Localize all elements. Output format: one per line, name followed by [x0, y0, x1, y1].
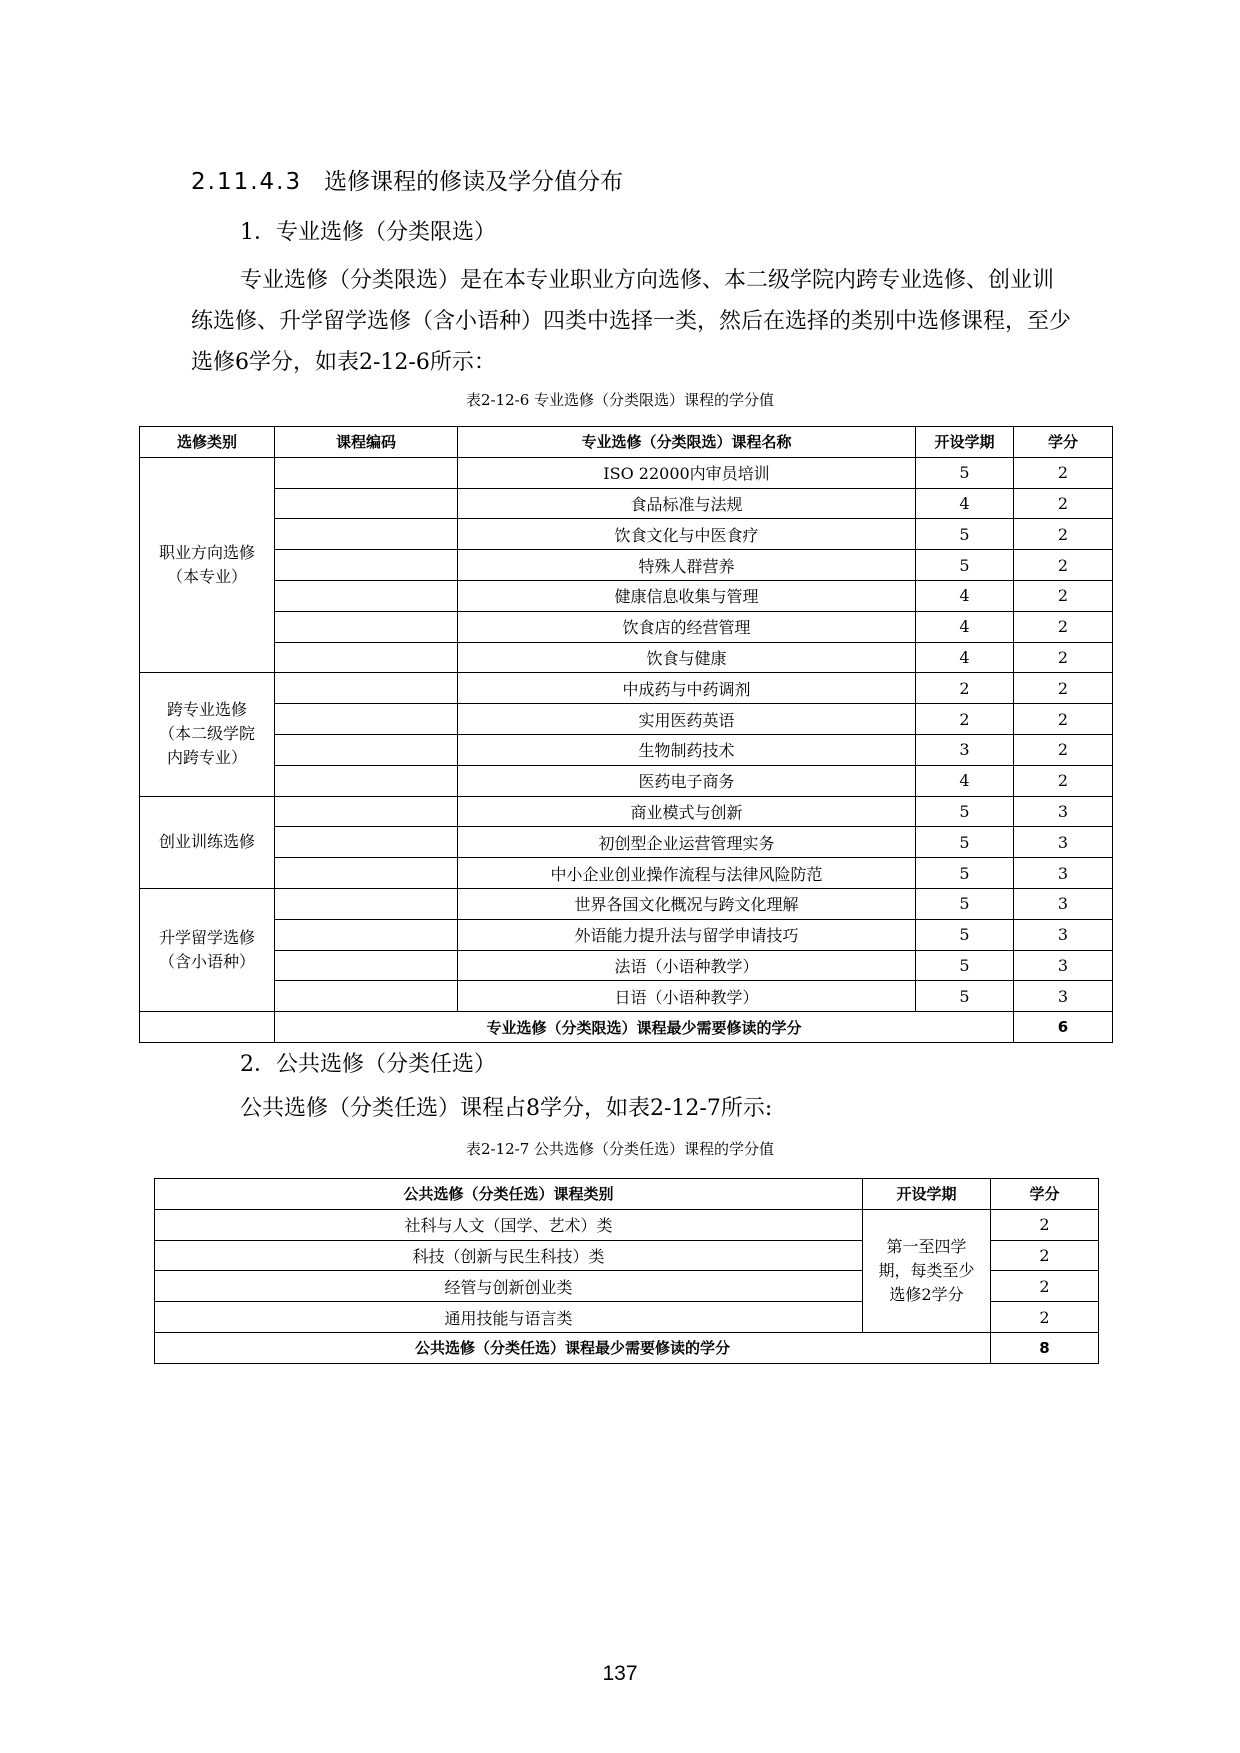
total-value-cell: 6: [1014, 1012, 1113, 1043]
semester-cell: 5: [916, 888, 1014, 919]
credit-cell: 3: [1014, 796, 1113, 827]
semester-cell: 4: [916, 488, 1014, 519]
public-elective-table: [154, 1178, 1099, 1364]
category-cell: 升学留学选修（含小语种）: [140, 888, 275, 1011]
semester-cell: 5: [916, 827, 1014, 858]
header-cell: 课程编码: [275, 427, 458, 458]
semester-cell: 5: [916, 950, 1014, 981]
course-name-cell: 饮食文化与中医食疗: [458, 519, 916, 550]
course-name-cell: 日语（小语种教学）: [458, 981, 916, 1012]
header-cell: 选修类别: [140, 427, 275, 458]
course-name-cell: 饮食店的经营管理: [458, 611, 916, 642]
table-row: [140, 488, 1113, 519]
credit-cell: 3: [1014, 919, 1113, 950]
table-row: [140, 550, 1113, 581]
page-number: 137: [602, 1662, 638, 1685]
course-code-cell: [275, 704, 458, 735]
category-name-cell: 科技（创新与民生科技）类: [155, 1240, 863, 1271]
credit-cell: 2: [1014, 611, 1113, 642]
course-name-cell: 实用医药英语: [458, 704, 916, 735]
table-row: [140, 580, 1113, 611]
table-row: [140, 981, 1113, 1012]
course-name-cell: 商业模式与创新: [458, 796, 916, 827]
course-name-cell: 特殊人群营养: [458, 550, 916, 581]
credit-cell: 3: [1014, 981, 1113, 1012]
table-row: [140, 827, 1113, 858]
semester-cell: 5: [916, 519, 1014, 550]
category-name-cell: 社科与人文（国学、艺术）类: [155, 1209, 863, 1240]
course-code-cell: [275, 858, 458, 889]
semester-cell: 5: [916, 457, 1014, 488]
credit-cell: 2: [1014, 550, 1113, 581]
credit-cell: 3: [1014, 950, 1113, 981]
category-cell: 职业方向选修（本专业）: [140, 457, 275, 673]
table-row: [140, 519, 1113, 550]
table-row: [140, 704, 1113, 735]
section-heading: [191, 163, 623, 196]
header-cell: 开设学期: [916, 427, 1014, 458]
elective-credits-table: [139, 426, 1113, 1043]
credit-cell: 3: [1014, 858, 1113, 889]
course-code-cell: [275, 796, 458, 827]
credit-cell: 2: [1014, 704, 1113, 735]
table-row: [140, 796, 1113, 827]
semester-note-cell: 第一至四学期，每类至少选修2学分: [863, 1209, 991, 1332]
credit-cell: 2: [1014, 519, 1113, 550]
credit-cell: 2: [1014, 488, 1113, 519]
header-cell: 学分: [1014, 427, 1113, 458]
table-row: [140, 950, 1113, 981]
credit-cell: 2: [1014, 580, 1113, 611]
category-name-cell: 经管与创新创业类: [155, 1271, 863, 1302]
credit-cell: 2: [1014, 734, 1113, 765]
semester-cell: 5: [916, 796, 1014, 827]
course-name-cell: 健康信息收集与管理: [458, 580, 916, 611]
course-code-cell: [275, 981, 458, 1012]
semester-cell: 3: [916, 734, 1014, 765]
table-row: [140, 673, 1113, 704]
course-code-cell: [275, 950, 458, 981]
table-row: [140, 642, 1113, 673]
credit-cell: 2: [1014, 457, 1113, 488]
semester-cell: 4: [916, 765, 1014, 796]
course-code-cell: [275, 888, 458, 919]
course-name-cell: 中成药与中药调剂: [458, 673, 916, 704]
course-code-cell: [275, 827, 458, 858]
table-header-row: [155, 1179, 1099, 1210]
table-row: [140, 457, 1113, 488]
course-name-cell: 中小企业创业操作流程与法律风险防范: [458, 858, 916, 889]
table-row: [155, 1209, 1099, 1240]
course-name-cell: 医药电子商务: [458, 765, 916, 796]
table2-caption: 表2-12-7 公共选修（分类任选）课程的学分值: [465, 1140, 775, 1158]
total-row: [140, 1012, 1113, 1043]
category-cell: 创业训练选修: [140, 796, 275, 888]
credit-cell: 2: [991, 1271, 1099, 1302]
course-code-cell: [275, 519, 458, 550]
total-label-cell: 专业选修（分类限选）课程最少需要修读的学分: [275, 1012, 1014, 1043]
course-code-cell: [275, 457, 458, 488]
table-row: [140, 611, 1113, 642]
course-code-cell: [275, 765, 458, 796]
category-name-cell: 通用技能与语言类: [155, 1302, 863, 1333]
table-header-row: [140, 427, 1113, 458]
section-number: 2.11.4.3: [191, 169, 303, 195]
category-cell: 跨专业选修（本二级学院内跨专业）: [140, 673, 275, 796]
course-name-cell: 饮食与健康: [458, 642, 916, 673]
course-code-cell: [275, 611, 458, 642]
credit-cell: 2: [991, 1240, 1099, 1271]
paragraph-2: 公共选修（分类任选）课程占8学分，如表2-12-7所示:: [240, 1096, 773, 1121]
semester-cell: 4: [916, 642, 1014, 673]
credit-cell: 3: [1014, 888, 1113, 919]
credit-cell: 3: [1014, 827, 1113, 858]
table-row: [140, 888, 1113, 919]
header-cell: 开设学期: [863, 1179, 991, 1210]
credit-cell: 2: [1014, 642, 1113, 673]
credit-cell: 2: [991, 1209, 1099, 1240]
course-name-cell: 初创型企业运营管理实务: [458, 827, 916, 858]
course-code-cell: [275, 550, 458, 581]
total-empty-cell: [140, 1012, 275, 1043]
course-code-cell: [275, 919, 458, 950]
course-code-cell: [275, 642, 458, 673]
total-value-cell: 8: [991, 1332, 1099, 1363]
table-row: [140, 858, 1113, 889]
credit-cell: 2: [1014, 673, 1113, 704]
semester-cell: 5: [916, 981, 1014, 1012]
total-row: [155, 1332, 1099, 1363]
header-cell: 学分: [991, 1179, 1099, 1210]
semester-cell: 5: [916, 550, 1014, 581]
paragraph-1: 专业选修（分类限选）是在本专业职业方向选修、本二级学院内跨专业选修、创业训练选修、升学留学选修（含小语种）四类中选择一类，然后在选择的类别中选修课程，至少选修6学分，如表2-12-6所示：: [191, 268, 1072, 375]
semester-cell: 4: [916, 580, 1014, 611]
table-row: [140, 919, 1113, 950]
semester-cell: 2: [916, 704, 1014, 735]
subsection-heading-1: 1．专业选修（分类限选）: [240, 220, 496, 245]
semester-cell: 5: [916, 919, 1014, 950]
course-name-cell: 世界各国文化概况与跨文化理解: [458, 888, 916, 919]
semester-cell: 5: [916, 858, 1014, 889]
course-name-cell: ISO 22000内审员培训: [458, 457, 916, 488]
course-code-cell: [275, 734, 458, 765]
header-cell: 公共选修（分类任选）课程类别: [155, 1179, 863, 1210]
section-title: 选修课程的修读及学分值分布: [324, 169, 624, 195]
course-name-cell: 食品标准与法规: [458, 488, 916, 519]
course-code-cell: [275, 673, 458, 704]
table-row: [140, 765, 1113, 796]
header-cell: 专业选修（分类限选）课程名称: [458, 427, 916, 458]
credit-cell: 2: [1014, 765, 1113, 796]
semester-cell: 4: [916, 611, 1014, 642]
total-label-cell: 公共选修（分类任选）课程最少需要修读的学分: [155, 1332, 991, 1363]
table-row: [140, 734, 1113, 765]
course-name-cell: 生物制药技术: [458, 734, 916, 765]
course-code-cell: [275, 488, 458, 519]
table1-caption: 表2-12-6 专业选修（分类限选）课程的学分值: [465, 391, 775, 409]
course-code-cell: [275, 580, 458, 611]
credit-cell: 2: [991, 1302, 1099, 1333]
semester-cell: 2: [916, 673, 1014, 704]
course-name-cell: 外语能力提升法与留学申请技巧: [458, 919, 916, 950]
subsection-heading-2: 2．公共选修（分类任选）: [240, 1052, 496, 1077]
course-name-cell: 法语（小语种教学）: [458, 950, 916, 981]
